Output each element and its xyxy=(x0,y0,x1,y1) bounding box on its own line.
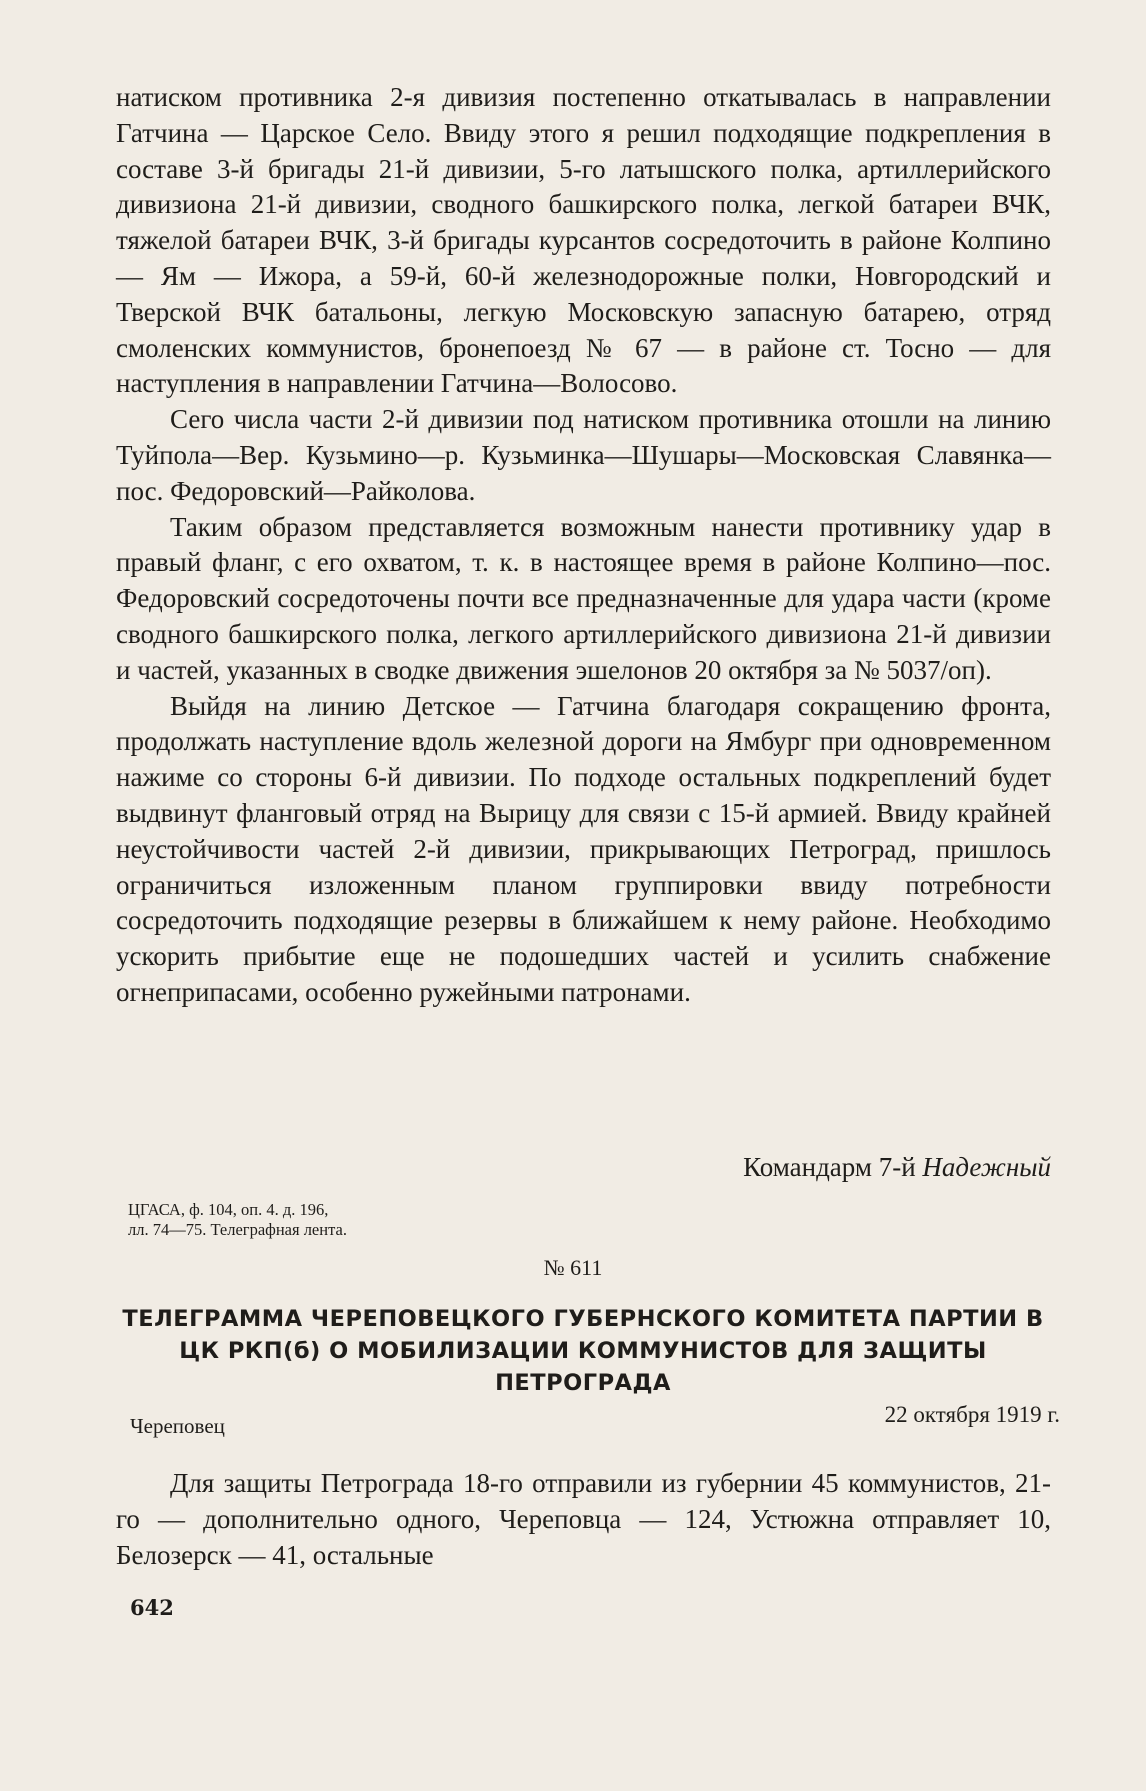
paragraph-2: Сего числа части 2-й дивизии под натиском противника отошли на линию Туйпола—Вер. Кузьмино—р. Кузьминка—Шушары—Московская Славянка—пос. Федоровский—Райколова. xyxy=(116,404,1051,506)
document-number: № 611 xyxy=(543,1255,603,1280)
paragraph-1: натиском противника 2-я дивизия постепенно откатывалась в направлении Гатчина — Царское Село. Ввиду этого я решил подходящие подкрепления в составе 3-й бригады 21-й дивизии, 5-го латышского полка, артиллерийского дивизиона 21-й дивизии, сводного башкирского полка, легкой батареи ВЧК, тяжелой батареи ВЧК, 3-й бригады курсантов сосредоточить в районе Колпино — Ям — Ижора, а 59-й, 60-й железнодорожные полки, Новгородский и Тверской ВЧК батальоны, легкую Московскую запасную батарею, отряд смоленских коммунистов, бронепоезд № 67 — в районе ст. Тосно — для наступления в направлении Гатчина—Волосово. xyxy=(116,82,1051,399)
page-number: 642 xyxy=(130,1595,174,1620)
signature-name: Надежный xyxy=(922,1152,1051,1182)
signature-role: Командарм 7-й xyxy=(743,1152,916,1182)
archive-note xyxy=(128,1200,508,1240)
signature xyxy=(743,1152,1051,1183)
archive-note-line-1: ЦГАСА, ф. 104, оп. 4. д. 196, xyxy=(128,1200,329,1219)
telegram-text xyxy=(116,1466,1051,1573)
telegram-paragraph: Для защиты Петрограда 18-го отправили из губернии 45 коммунистов, 21-го — дополнительно одного, Череповца — 124, Устюжна отправляет 10, Белозерск — 41, остальные xyxy=(116,1468,1051,1570)
paragraph-3: Таким образом представляется возможным нанести противнику удар в правый фланг, с его охватом, т. к. в настоящее время в районе Колпино—пос. Федоровский сосредоточены почти все предназначенные для удара части (кроме сводного башкирского полка, легкого артиллерийского дивизиона 21-й дивизии и частей, указанных в сводке движения эшелонов 20 октября за № 5037/оп). xyxy=(116,511,1051,685)
document-title: ТЕЛЕГРАММА ЧЕРЕПОВЕЦКОГО ГУБЕРНСКОГО КОМИТЕТА ПАРТИИ В ЦК РКП(б) О МОБИЛИЗАЦИИ КОММУНИСТОВ ДЛЯ ЗАЩИТЫ ПЕТРОГРАДА xyxy=(122,1306,1044,1396)
document-place: Череповец xyxy=(130,1414,225,1438)
main-text xyxy=(116,80,1051,1011)
archive-note-line-2: лл. 74—75. Телеграфная лента. xyxy=(128,1220,347,1239)
document-date: 22 октября 1919 г. xyxy=(884,1402,1060,1427)
paragraph-4: Выйдя на линию Детское — Гатчина благодаря сокращению фронта, продолжать наступление вдоль железной дороги на Ямбург при одновременном нажиме со стороны 6-й дивизии. По подходе остальных подкреплений будет выдвинут фланговый отряд на Вырицу для связи с 15-й армией. Ввиду крайней неустойчивости частей 2-й дивизии, прикрывающих Петроград, пришлось ограничиться изложенным планом группировки ввиду потребности сосредоточить подходящие резервы в ближайшем к нему районе. Необходимо ускорить прибытие еще не подошедших частей и усилить снабжение огнеприпасами, особенно ружейными патронами. xyxy=(116,690,1051,1007)
